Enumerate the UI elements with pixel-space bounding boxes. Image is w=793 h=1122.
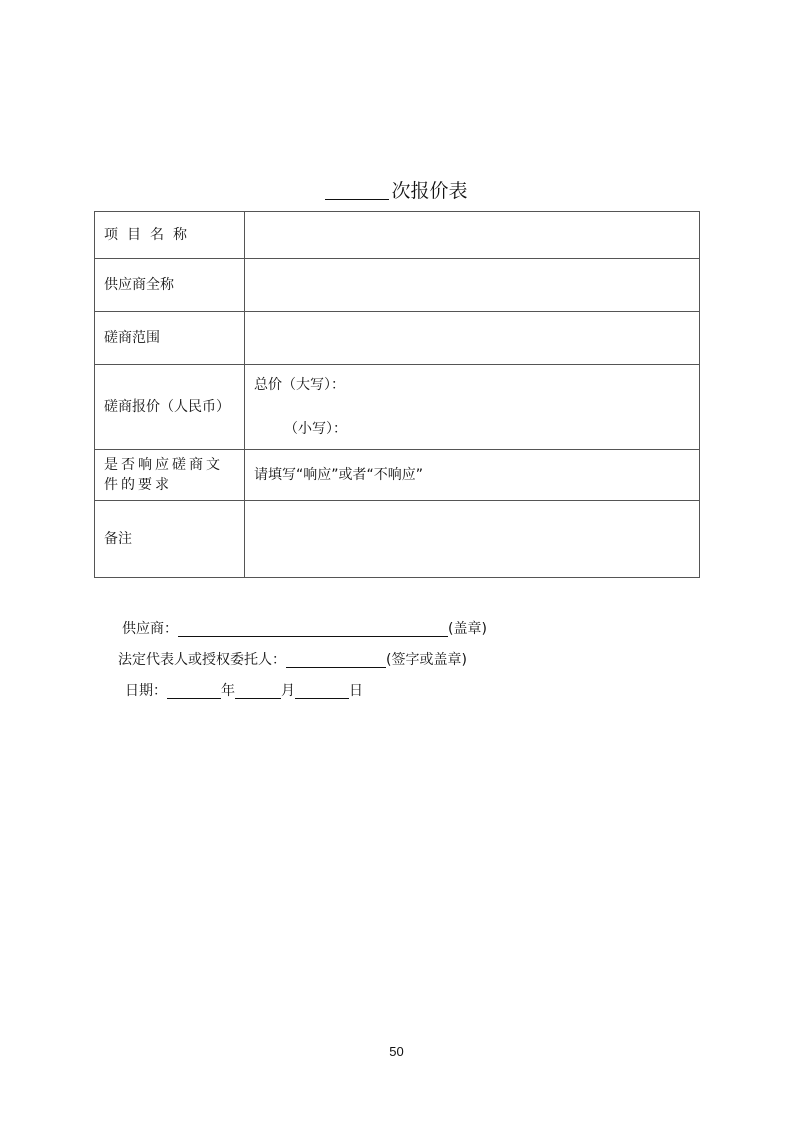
supplier-label: 供应商： <box>122 621 178 637</box>
supplier-signature-line <box>122 619 487 639</box>
representative-label: 法定代表人或授权委托人： <box>118 652 286 668</box>
consultation-scope-label: 磋商范围 <box>95 312 245 365</box>
page-title <box>0 178 793 204</box>
table-row <box>95 259 700 312</box>
total-price-lowercase-label: （小写）： <box>284 421 347 437</box>
quote-table <box>94 211 700 578</box>
representative-suffix: (签字或盖章) <box>386 652 467 668</box>
consultation-scope-field[interactable] <box>245 312 700 365</box>
round-number-blank[interactable] <box>325 179 389 200</box>
supplier-fullname-field[interactable] <box>245 259 700 312</box>
response-requirement-field[interactable]: 请填写“响应”或者“不响应” <box>245 450 700 501</box>
year-label: 年 <box>221 683 235 699</box>
project-name-label: 项目名称 <box>95 212 245 259</box>
remarks-label: 备注 <box>95 501 245 578</box>
table-row <box>95 312 700 365</box>
remarks-field[interactable] <box>245 501 700 578</box>
quote-price-field[interactable] <box>245 365 700 450</box>
representative-signature-line <box>118 650 467 670</box>
representative-blank[interactable] <box>286 651 386 668</box>
table-row <box>95 450 700 501</box>
day-label: 日 <box>349 683 363 699</box>
table-row <box>95 212 700 259</box>
page-number: 50 <box>389 1044 404 1059</box>
supplier-blank[interactable] <box>178 620 448 637</box>
total-price-uppercase-label: 总价（大写）： <box>254 377 345 393</box>
month-label: 月 <box>281 683 295 699</box>
year-blank[interactable] <box>167 682 221 699</box>
quote-price-label: 磋商报价（人民币） <box>95 365 245 450</box>
table-row <box>95 501 700 578</box>
title-text: 次报价表 <box>391 180 468 202</box>
day-blank[interactable] <box>295 682 349 699</box>
date-line <box>125 681 363 701</box>
table-row <box>95 365 700 450</box>
supplier-suffix: (盖章) <box>448 621 487 637</box>
date-label: 日期： <box>125 683 167 699</box>
project-name-field[interactable] <box>245 212 700 259</box>
month-blank[interactable] <box>235 682 281 699</box>
response-requirement-label: 是否响应磋商文件的要求 <box>95 450 245 501</box>
supplier-fullname-label: 供应商全称 <box>95 259 245 312</box>
